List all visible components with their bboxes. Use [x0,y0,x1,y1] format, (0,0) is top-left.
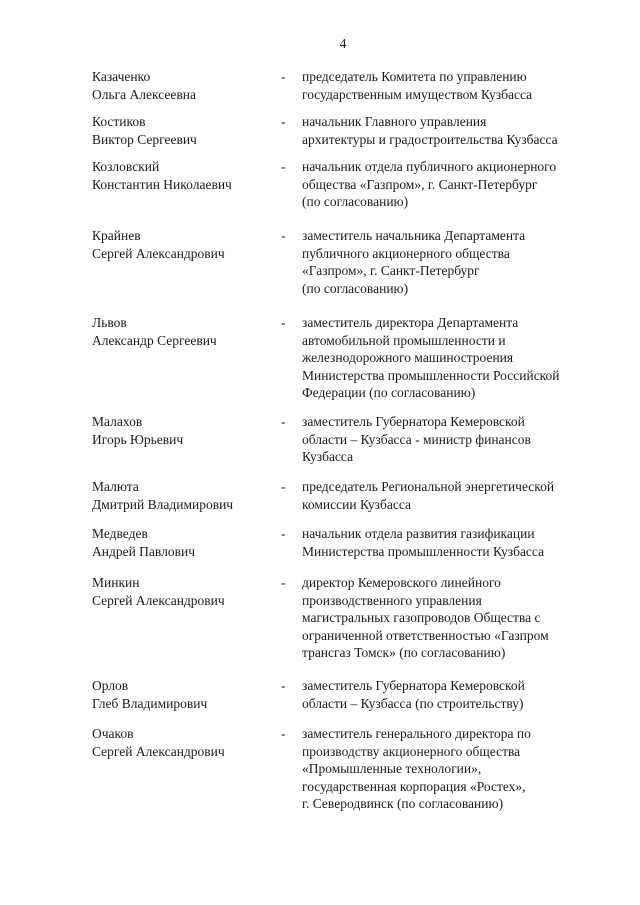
position-line: Министерства промышленности Кузбасса [302,543,545,559]
position-line: (по согласованию) [302,280,409,296]
position-line: «Промышленные технологии», [302,761,482,776]
position-line: области – Кузбасса (по строительству) [302,695,524,711]
position-line: заместитель директора Департамента [302,315,519,330]
member-position [302,725,602,813]
position-line: комиссии Кузбасса [302,496,412,512]
member-name [92,677,277,712]
member-name [92,314,277,349]
member-name [92,525,277,560]
separator-dash: - [281,315,286,330]
position-line: производственного управления [302,592,482,608]
member-given-names: Дмитрий Владимирович [92,496,234,512]
position-line: заместитель Губернатора Кемеровской [302,414,525,429]
member-surname: Малахов [92,414,143,429]
separator-dash: - [281,159,286,174]
member-name [92,413,277,448]
position-line: производству акционерного общества [302,743,521,759]
separator-dash: - [281,479,286,494]
member-position [302,68,602,103]
position-line: начальник отдела развития газификации [302,526,535,541]
position-line: г. Северодвинск (по согласованию) [302,796,504,811]
position-line: председатель Региональной энергетической [302,479,555,494]
position-line: трансгаз Томск» (по согласованию) [302,645,506,660]
member-position [302,314,602,402]
position-line: железнодорожного машиностроения [302,350,514,365]
member-given-names: Ольга Алексеевна [92,86,196,102]
position-line: государственная корпорация «Ростех», [302,778,526,794]
member-name [92,574,277,609]
member-surname: Минкин [92,575,140,590]
position-line: государственным имуществом Кузбасса [302,86,533,102]
member-position [302,113,602,148]
member-given-names: Александр Сергеевич [92,332,217,348]
member-position [302,227,602,297]
member-surname: Казаченко [92,69,151,84]
member-position [302,478,602,513]
member-surname: Медведев [92,526,148,541]
member-name [92,725,277,760]
position-line: ограниченной ответственностью «Газпром [302,627,549,643]
member-name [92,113,277,148]
member-given-names: Сергей Александрович [92,743,225,759]
member-surname: Крайнев [92,228,141,243]
position-line: начальник Главного управления [302,114,487,129]
member-surname: Орлов [92,678,129,693]
position-line: начальник отдела публичного акционерного [302,159,557,174]
position-line: автомобильной промышленности и [302,332,506,348]
member-surname: Очаков [92,726,134,741]
separator-dash: - [281,678,286,693]
position-line: Федерации (по согласованию) [302,385,476,400]
separator-dash: - [281,575,286,590]
member-position [302,158,602,211]
member-surname: Козловский [92,159,160,174]
member-name [92,478,277,513]
member-given-names: Сергей Александрович [92,592,225,608]
position-line: магистральных газопроводов Общества с [302,610,541,625]
position-line: заместитель начальника Департамента [302,228,526,243]
member-given-names: Андрей Павлович [92,543,195,559]
member-given-names: Сергей Александрович [92,245,225,261]
position-line: Кузбасса [302,449,354,464]
member-given-names: Константин Николаевич [92,176,232,192]
member-name [92,68,277,103]
member-position [302,525,602,560]
member-given-names: Виктор Сергеевич [92,131,197,147]
position-line: общества «Газпром», г. Санкт-Петербург [302,176,538,192]
member-name [92,227,277,262]
separator-dash: - [281,114,286,129]
position-line: Министерства промышленности Российской [302,367,560,383]
member-given-names: Игорь Юрьевич [92,431,184,447]
member-surname: Костиков [92,114,146,129]
separator-dash: - [281,726,286,741]
separator-dash: - [281,414,286,429]
member-given-names: Глеб Владимирович [92,695,208,711]
member-surname: Львов [92,315,127,330]
position-line: области – Кузбасса - министр финансов [302,431,531,447]
member-position [302,574,602,662]
member-name [92,158,277,193]
position-line: заместитель Губернатора Кемеровской [302,678,525,693]
member-position [302,677,602,712]
separator-dash: - [281,69,286,84]
separator-dash: - [281,228,286,243]
page-number: 4 [339,36,347,51]
member-surname: Малюта [92,479,139,494]
position-line: директор Кемеровского линейного [302,575,501,590]
position-line: председатель Комитета по управлению [302,69,527,84]
position-line: (по согласованию) [302,194,409,209]
member-position [302,413,602,466]
position-line: заместитель генерального директора по [302,726,531,741]
position-line: архитектуры и градостроительства Кузбасса [302,131,558,147]
separator-dash: - [281,526,286,541]
position-line: «Газпром», г. Санкт-Петербург [302,263,480,278]
position-line: публичного акционерного общества [302,245,510,261]
